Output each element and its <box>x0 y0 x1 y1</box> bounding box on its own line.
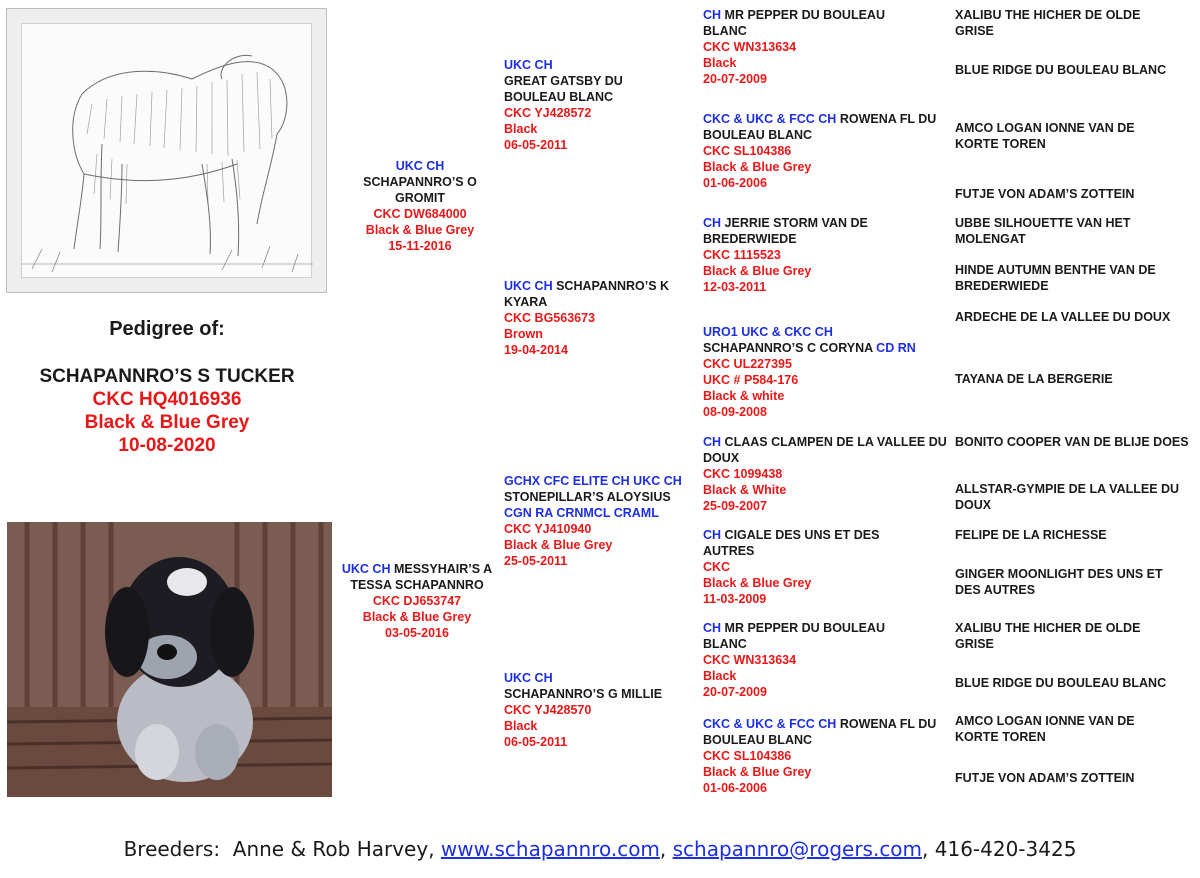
gen3-reg: CKC WN313634 <box>703 653 797 667</box>
dam-dob: 03-05-2016 <box>385 626 449 640</box>
gen3-reg: CKC SL104386 <box>703 144 792 158</box>
gen3-dob: 11-03-2009 <box>703 592 767 606</box>
gen4-entry: ALLSTAR-GYMPIE DE LA VALLEE DU DOUX <box>955 482 1180 512</box>
gen4-entry: AMCO LOGAN IONNE VAN DE KORTE TOREN <box>955 714 1135 744</box>
gen3-reg2: UKC # P584-176 <box>703 373 799 387</box>
gen3-name: JERRIE STORM VAN DE BREDERWIEDE <box>703 216 868 246</box>
gen3-reg: CKC 1115523 <box>703 248 781 262</box>
gen3-name: MR PEPPER DU BOULEAU BLANC <box>703 8 885 38</box>
gen3-dob: 25-09-2007 <box>703 499 767 513</box>
gen3-name: ROWENA FL DU BOULEAU BLANC <box>703 112 937 142</box>
gen4-entry: FUTJE VON ADAM’S ZOTTEIN <box>955 187 1135 201</box>
gen4-entry: FELIPE DE LA RICHESSE <box>955 528 1107 542</box>
gen2-color: Black <box>504 122 538 136</box>
gen3-name: MR PEPPER DU BOULEAU BLANC <box>703 621 885 651</box>
phone-number: , 416-420-3425 <box>922 837 1077 861</box>
gen3-reg: CKC 1099438 <box>703 467 783 481</box>
sire-reg: CKC DW684000 <box>373 207 467 221</box>
sire-entry <box>340 158 500 254</box>
gen4-entry: AMCO LOGAN IONNE VAN DE KORTE TOREN <box>955 121 1135 151</box>
gen4-entry: XALIBU THE HICHER DE OLDE GRISE <box>955 621 1141 651</box>
gen3-color: Black & Blue Grey <box>703 160 812 174</box>
gen3-entry <box>703 324 948 420</box>
sire-name: SCHAPANNRO’S O GROMIT <box>363 175 477 205</box>
gen3-entry <box>703 111 948 191</box>
subject-color: Black & Blue Grey <box>84 412 250 433</box>
gen3-entry <box>703 434 948 514</box>
gen3-name: CLAAS CLAMPEN DE LA VALLEE DU DOUX <box>703 435 947 465</box>
gen3-dob: 01-06-2006 <box>703 176 767 190</box>
dam-reg: CKC DJ653747 <box>372 594 462 608</box>
gen2-suffix: CGN RA CRNMCL CRAML <box>504 506 659 520</box>
gen2-dob: 06-05-2011 <box>504 138 568 152</box>
gen2-entry <box>504 278 689 358</box>
gen2-color: Black <box>504 719 538 733</box>
gen3-name: CIGALE DES UNS ET DES AUTRES <box>703 528 880 558</box>
gen3-dob: 20-07-2009 <box>703 72 767 86</box>
gen3-entry <box>703 215 928 295</box>
gen2-color: Black & Blue Grey <box>504 538 613 552</box>
email-link[interactable]: schapannro@rogers.com <box>672 837 923 861</box>
gen2-title: UKC CH <box>504 671 553 685</box>
gen3-title: CH <box>703 8 722 22</box>
gen3-color: Black & white <box>703 389 785 403</box>
puppy-photo <box>7 522 332 797</box>
gen2-name: SCHAPANNRO’S G MILLIE <box>504 687 663 701</box>
pedigree-heading: Pedigree of: <box>109 318 225 340</box>
gen3-entry <box>703 527 918 607</box>
gen3-title: CH <box>703 528 722 542</box>
gen3-name: ROWENA FL DU BOULEAU BLANC <box>703 717 937 747</box>
gen2-dob: 19-04-2014 <box>504 343 568 357</box>
gen4-entry: HINDE AUTUMN BENTHE VAN DE BREDERWIEDE <box>955 263 1156 293</box>
gen2-reg: CKC YJ428572 <box>504 106 592 120</box>
gen3-dob: 12-03-2011 <box>703 280 767 294</box>
gen2-dob: 06-05-2011 <box>504 735 568 749</box>
gen4-entry: GINGER MOONLIGHT DES UNS ET DES AUTRES <box>955 567 1163 597</box>
gen3-color: Black & White <box>703 483 787 497</box>
gen2-reg: CKC YJ410940 <box>504 522 592 536</box>
gen4-entry: XALIBU THE HICHER DE OLDE GRISE <box>955 8 1141 38</box>
gen3-reg: CKC SL104386 <box>703 749 792 763</box>
gen3-color: Black <box>703 669 737 683</box>
breeders-prefix: Breeders: Anne & Rob Harvey, <box>123 837 441 861</box>
gen2-reg: CKC BG563673 <box>504 311 596 325</box>
gen2-name: STONEPILLAR’S ALOYSIUS <box>504 490 671 504</box>
gen3-title: CKC & UKC & FCC CH <box>703 717 837 731</box>
gen2-title: UKC CH <box>504 58 553 72</box>
subject-name: SCHAPANNRO’S S TUCKER <box>39 366 295 387</box>
dam-name: MESSYHAIR’S A TESSA SCHAPANNRO <box>350 562 493 592</box>
gen4-entry: FUTJE VON ADAM’S ZOTTEIN <box>955 771 1135 785</box>
gen2-title: GCHX CFC ELITE CH UKC CH <box>504 474 682 488</box>
gen3-title: CKC & UKC & FCC CH <box>703 112 837 126</box>
gen2-title: UKC CH <box>504 279 553 293</box>
gen3-dob: 01-06-2006 <box>703 781 767 795</box>
gen3-dob: 20-07-2009 <box>703 685 767 699</box>
gen2-dob: 25-05-2011 <box>504 554 568 568</box>
gen2-entry <box>504 57 644 153</box>
gen3-entry <box>703 716 948 796</box>
gen2-color: Brown <box>504 327 543 341</box>
dam-title: UKC CH <box>341 562 391 576</box>
dog-sketch-image <box>6 8 327 293</box>
sire-color: Black & Blue Grey <box>365 223 475 237</box>
gen4-entry: BLUE RIDGE DU BOULEAU BLANC <box>955 63 1167 77</box>
gen3-reg: CKC <box>703 560 731 574</box>
sire-title: UKC CH <box>395 159 445 173</box>
gen3-reg: CKC WN313634 <box>703 40 797 54</box>
gen4-entry: TAYANA DE LA BERGERIE <box>955 372 1113 386</box>
sire-dob: 15-11-2016 <box>388 239 452 253</box>
gen2-name: GREAT GATSBY DU BOULEAU BLANC <box>504 74 623 104</box>
gen3-color: Black & Blue Grey <box>703 264 812 278</box>
gen3-color: Black & Blue Grey <box>703 576 812 590</box>
gen3-entry <box>703 7 918 87</box>
breeders-footer <box>0 837 1200 861</box>
gen4-entry: BONITO COOPER VAN DE BLIJE DOES <box>955 435 1189 449</box>
website-link[interactable]: www.schapannro.com <box>440 837 660 861</box>
footer-separator: , <box>659 837 673 861</box>
gen3-title: CH <box>703 216 722 230</box>
gen2-name: SCHAPANNRO’S K KYARA <box>504 279 670 309</box>
gen2-reg: CKC YJ428570 <box>504 703 592 717</box>
gen3-title: CH <box>703 435 722 449</box>
gen3-name: SCHAPANNRO’S C CORYNA <box>703 341 873 355</box>
gen3-color: Black <box>703 56 737 70</box>
gen3-color: Black & Blue Grey <box>703 765 812 779</box>
gen3-reg: CKC UL227395 <box>703 357 792 371</box>
dam-color: Black & Blue Grey <box>362 610 472 624</box>
gen3-title: URO1 UKC & CKC CH <box>703 325 833 339</box>
subject-dob: 10-08-2020 <box>118 435 216 456</box>
gen3-dob: 08-09-2008 <box>703 405 767 419</box>
gen3-entry <box>703 620 918 700</box>
gen4-entry: ARDECHE DE LA VALLEE DU DOUX <box>955 310 1171 324</box>
gen3-title: CH <box>703 621 722 635</box>
gen4-entry: BLUE RIDGE DU BOULEAU BLANC <box>955 676 1167 690</box>
gen3-suffix: CD RN <box>876 341 916 355</box>
gen4-entry: UBBE SILHOUETTE VAN HET MOLENGAT <box>955 216 1131 246</box>
dam-entry <box>336 561 498 641</box>
gen2-entry <box>504 670 694 750</box>
gen2-entry <box>504 473 699 569</box>
subject-reg: CKC HQ4016936 <box>92 389 242 410</box>
